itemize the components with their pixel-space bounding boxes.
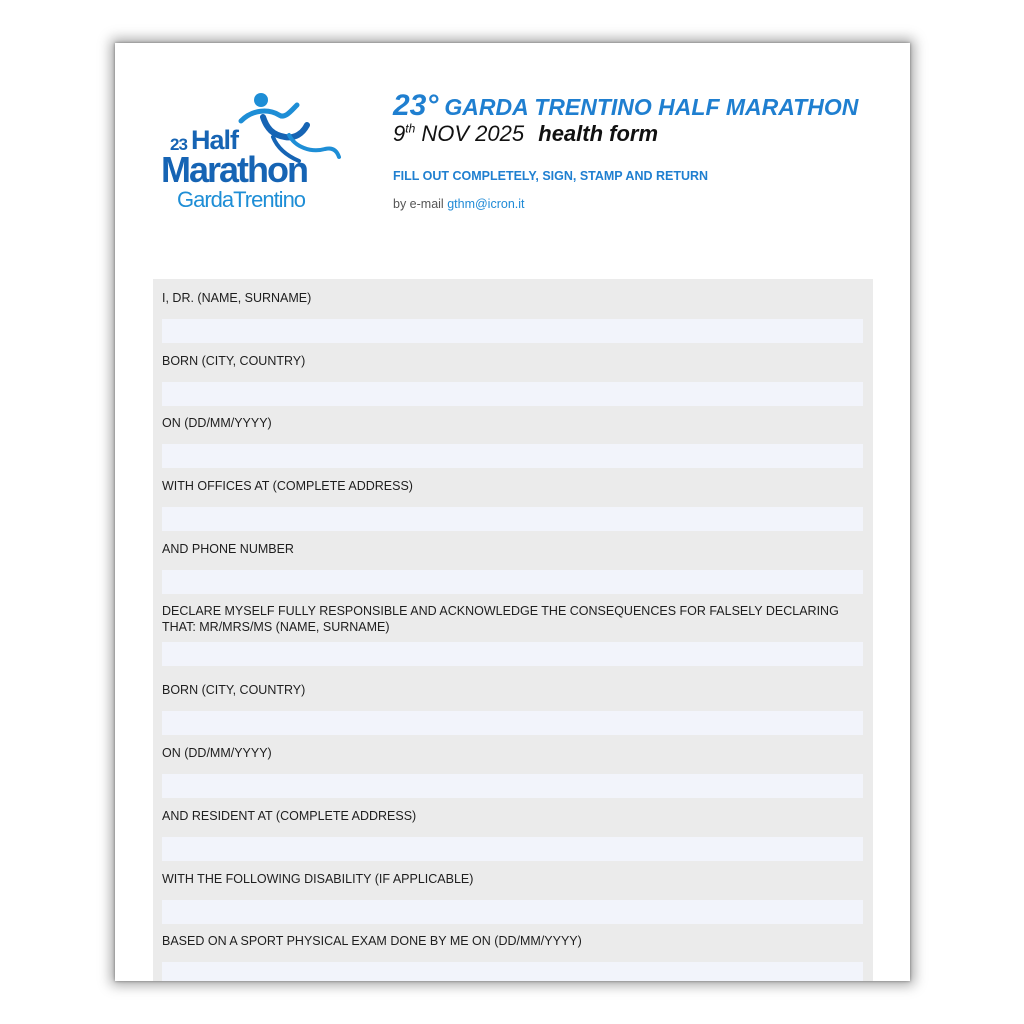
- email-link[interactable]: gthm@icron.it: [447, 197, 525, 211]
- event-date: [393, 121, 893, 147]
- field-label: DECLARE MYSELF FULLY RESPONSIBLE AND ACKNOWLEDGE THE CONSEQUENCES FOR FALSELY DECLARING THAT: MR/MRS/MS (NAME, SURNAME): [162, 604, 839, 635]
- email-prefix: by e-mail: [393, 197, 444, 211]
- form-name: health form: [538, 121, 659, 146]
- field-label: BASED ON A SPORT PHYSICAL EXAM DONE BY ME ON (DD/MM/YYYY): [162, 934, 582, 949]
- field-athlete-birthdate: [162, 744, 863, 807]
- logo-garda-trentino: GardaTrentino: [177, 187, 306, 212]
- field-label: ON (DD/MM/YYYY): [162, 746, 272, 761]
- field-label: BORN (CITY, COUNTRY): [162, 353, 306, 368]
- field-athlete-name: [162, 602, 863, 681]
- event-name: GARDA TRENTINO HALF MARATHON: [444, 94, 859, 120]
- field-exam-date: [162, 932, 863, 981]
- field-label: AND RESIDENT AT (COMPLETE ADDRESS): [162, 808, 417, 823]
- field-disability: [162, 870, 863, 933]
- field-phone-number: [162, 540, 863, 603]
- field-athlete-address: [162, 807, 863, 870]
- instructions: FILL OUT COMPLETELY, SIGN, STAMP AND RETURN: [393, 169, 709, 183]
- field-label: I, DR. (NAME, SURNAME): [162, 291, 312, 305]
- field-label: BORN (CITY, COUNTRY): [162, 683, 306, 698]
- athlete-birthplace-input[interactable]: [162, 711, 863, 735]
- field-office-address: [162, 477, 863, 540]
- exam-date-input[interactable]: [162, 962, 863, 981]
- field-doctor-birthplace: [162, 352, 863, 415]
- logo-half: Half: [191, 125, 239, 155]
- form-header: [393, 89, 893, 211]
- disability-input[interactable]: [162, 900, 863, 924]
- office-address-input[interactable]: [162, 507, 863, 531]
- page-title: [393, 89, 893, 123]
- field-doctor-name: [162, 289, 863, 352]
- date-day: 9: [393, 121, 406, 146]
- doctor-birthdate-input[interactable]: [162, 444, 863, 468]
- logo-marathon: Marathon: [161, 149, 307, 190]
- athlete-name-input[interactable]: [162, 642, 863, 666]
- date-rest: NOV 2025: [421, 121, 525, 146]
- doctor-name-input[interactable]: [162, 319, 863, 343]
- phone-number-input[interactable]: [162, 570, 863, 594]
- field-label: AND PHONE NUMBER: [162, 541, 294, 556]
- email-line: [393, 197, 893, 211]
- logo-number: 23: [170, 135, 187, 154]
- athlete-address-input[interactable]: [162, 837, 863, 861]
- event-logo: [155, 91, 355, 221]
- field-label: WITH OFFICES AT (COMPLETE ADDRESS): [162, 479, 413, 494]
- field-doctor-birthdate: [162, 414, 863, 477]
- edition-number: 23°: [393, 89, 439, 122]
- field-athlete-birthplace: [162, 681, 863, 744]
- health-form-fields: [153, 279, 873, 981]
- date-suffix: th: [405, 121, 416, 136]
- field-label: WITH THE FOLLOWING DISABILITY (IF APPLICABLE): [162, 871, 474, 886]
- field-label: ON (DD/MM/YYYY): [162, 416, 272, 431]
- athlete-birthdate-input[interactable]: [162, 774, 863, 798]
- doctor-birthplace-input[interactable]: [162, 382, 863, 406]
- form-sheet: [115, 43, 910, 981]
